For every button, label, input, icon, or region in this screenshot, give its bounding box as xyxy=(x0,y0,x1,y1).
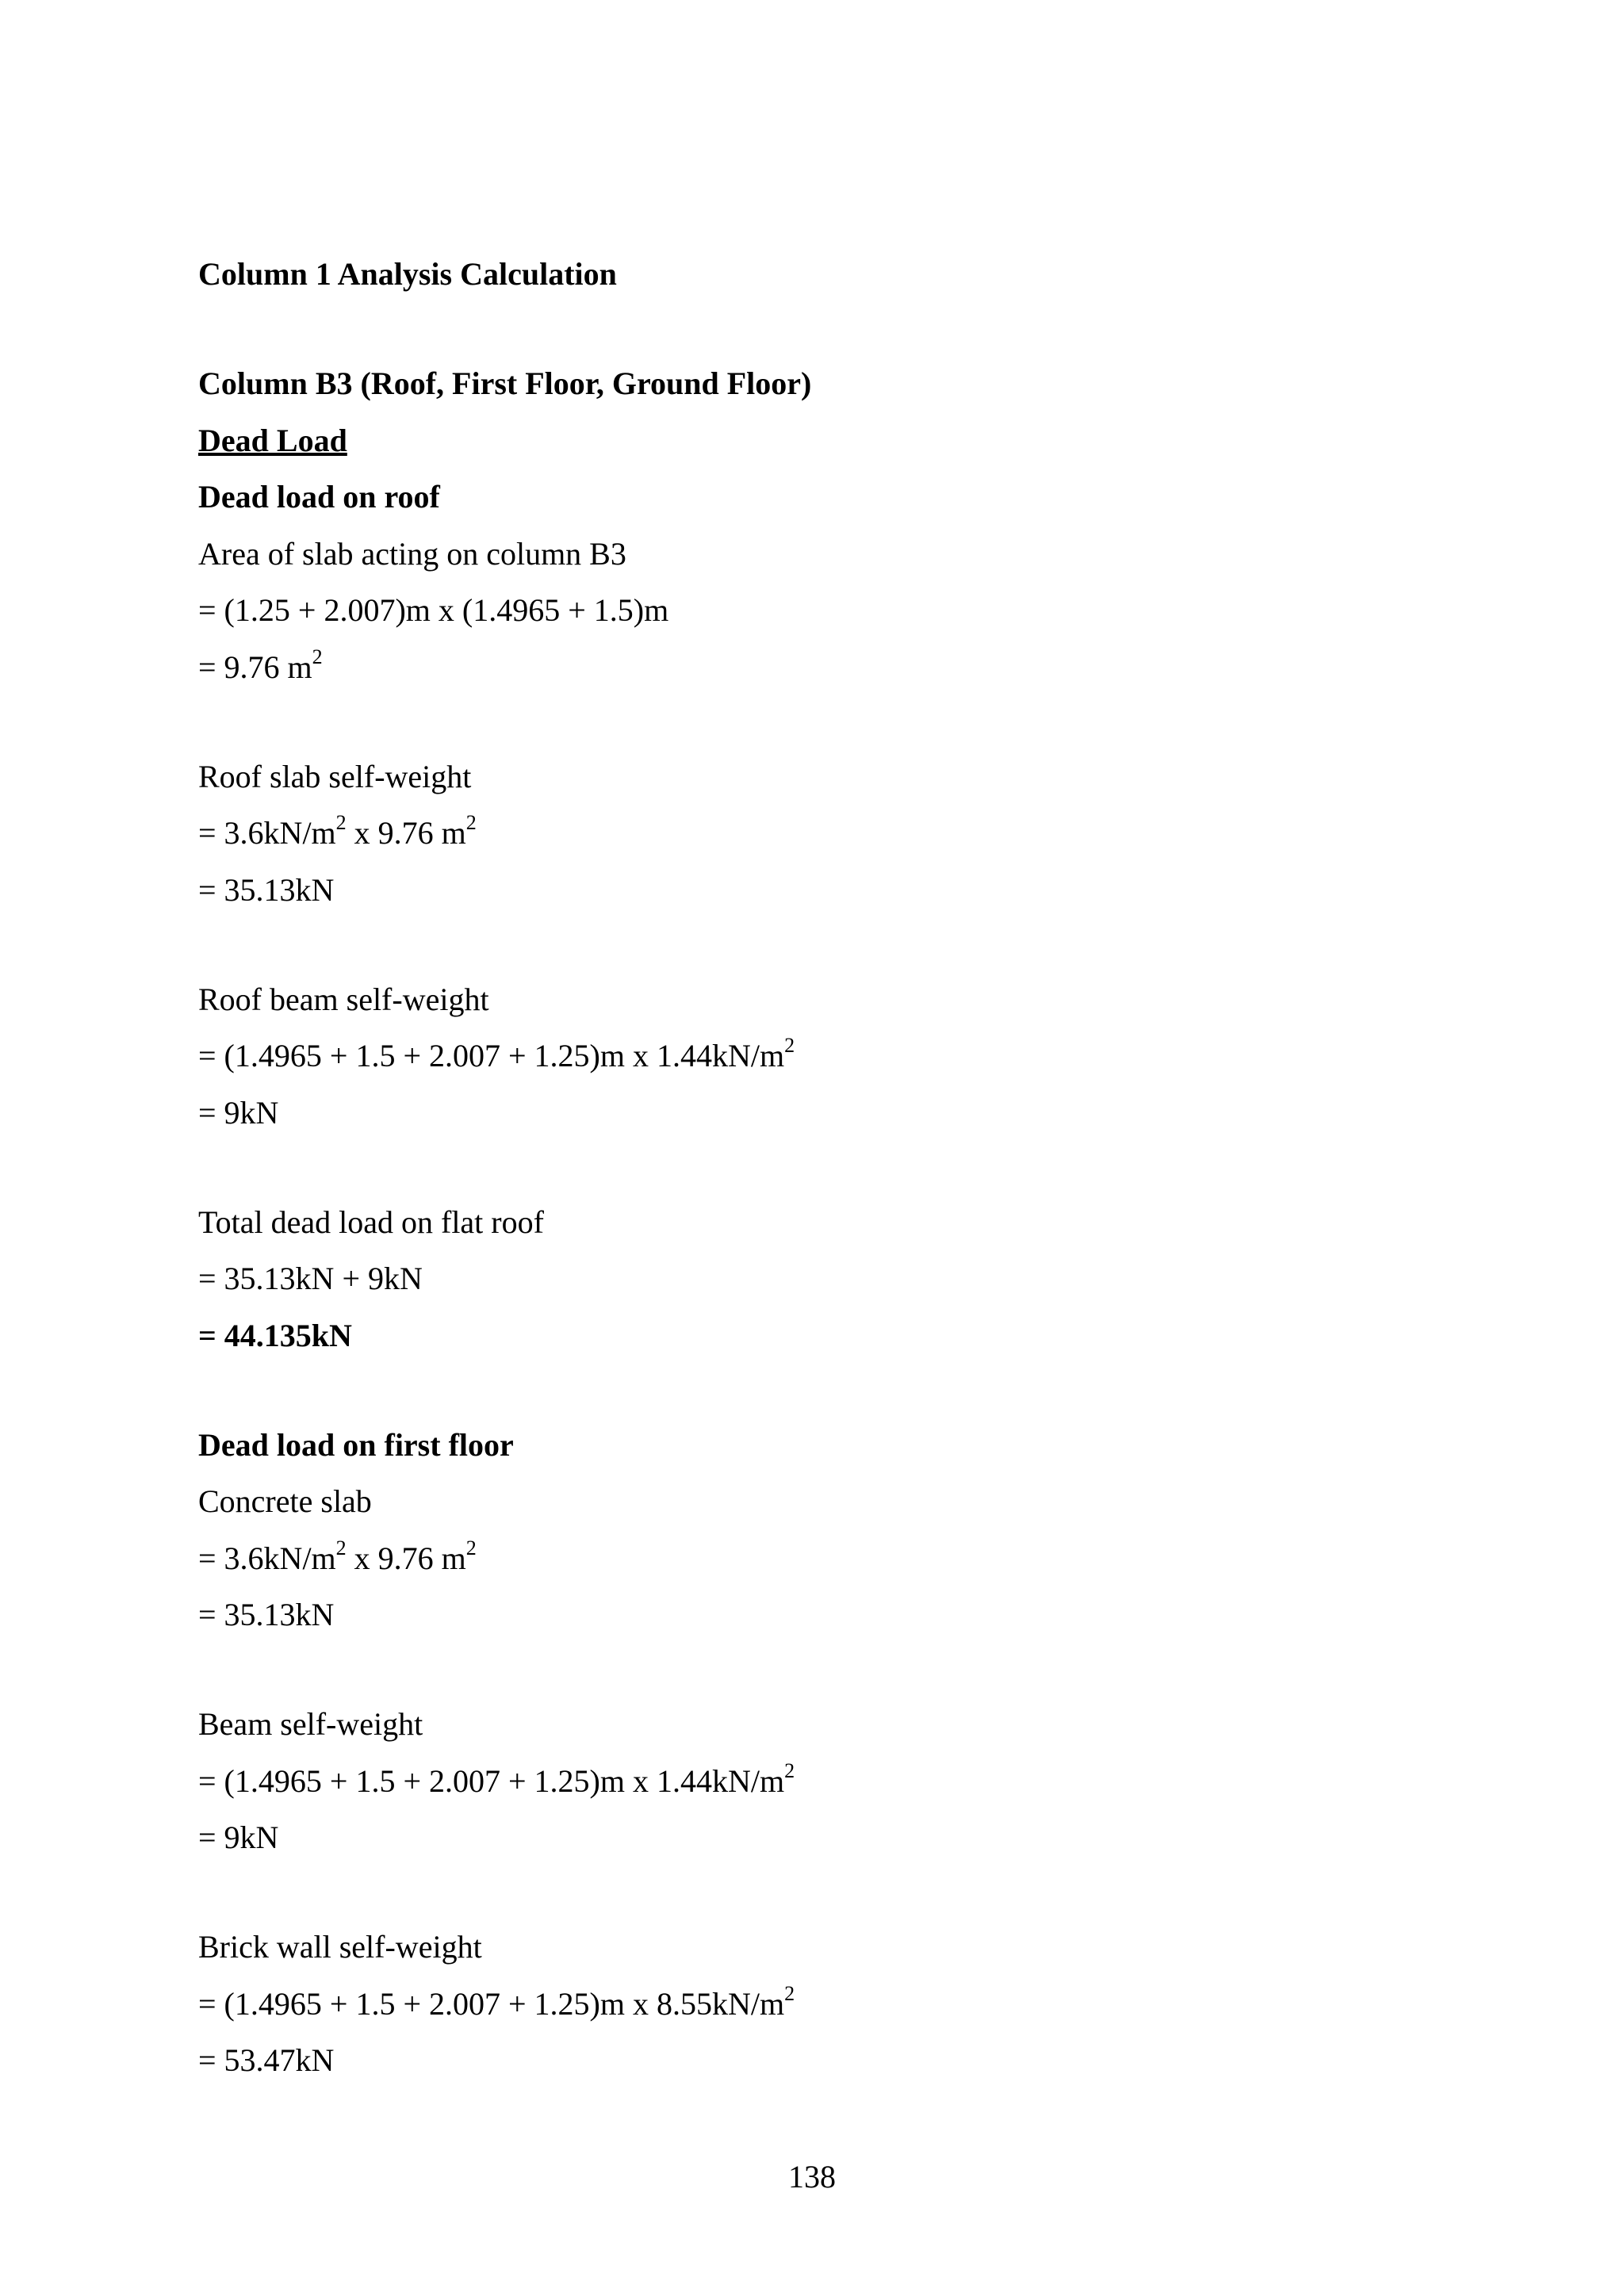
roof-area-result: = 9.76 $m^2$ xyxy=(198,645,323,685)
first-floor-wall-label: Brick wall self-weight xyxy=(198,1929,482,1965)
section-title: Dead Load xyxy=(198,423,347,458)
page-number: 138 xyxy=(788,2159,836,2195)
roof-area-formula: = (1.25 + 2.007)m x (1.4965 + 1.5)m xyxy=(198,592,669,628)
roof-slab-result: = 35.13kN xyxy=(198,872,335,908)
first-floor-beam-formula: = (1.4965 + 1.5 + 2.007 + 1.25)m x $1.44kN/m^2$ xyxy=(198,1758,795,1799)
first-floor-title: Dead load on first floor xyxy=(198,1427,514,1463)
first-floor-wall-formula: = (1.4965 + 1.5 + 2.007 + 1.25)m x $8.55kN/m^2$ xyxy=(198,1981,795,2022)
first-floor-beam-result: = 9kN xyxy=(198,1820,279,1855)
first-floor-slab-result: = 35.13kN xyxy=(198,1597,335,1632)
roof-total-formula: = 35.13kN + 9kN xyxy=(198,1261,423,1296)
column-subheading: Column B3 (Roof, First Floor, Ground Floor) xyxy=(198,365,812,401)
first-floor-beam-label: Beam self-weight xyxy=(198,1706,423,1742)
first-floor-slab-formula: = $3.6kN/m^2$ x 9.76 $m^2$ xyxy=(198,1536,477,1576)
roof-area-label: Area of slab acting on column B3 xyxy=(198,536,626,572)
first-floor-wall-result: = 53.47kN xyxy=(198,2042,335,2078)
roof-total-label: Total dead load on flat roof xyxy=(198,1204,544,1240)
document-heading: Column 1 Analysis Calculation xyxy=(198,256,617,292)
roof-title: Dead load on roof xyxy=(198,479,440,515)
roof-beam-result: = 9kN xyxy=(198,1095,279,1131)
roof-slab-formula: = $3.6kN/m^2$ x 9.76 $m^2$ xyxy=(198,810,477,851)
roof-beam-label: Roof beam self-weight xyxy=(198,982,489,1017)
roof-beam-formula: = (1.4965 + 1.5 + 2.007 + 1.25)m x $1.44kN/m^2$ xyxy=(198,1033,795,1073)
roof-slab-label: Roof slab self-weight xyxy=(198,759,472,794)
first-floor-slab-label: Concrete slab xyxy=(198,1483,372,1519)
roof-total-result: = 44.135kN xyxy=(198,1318,352,1353)
